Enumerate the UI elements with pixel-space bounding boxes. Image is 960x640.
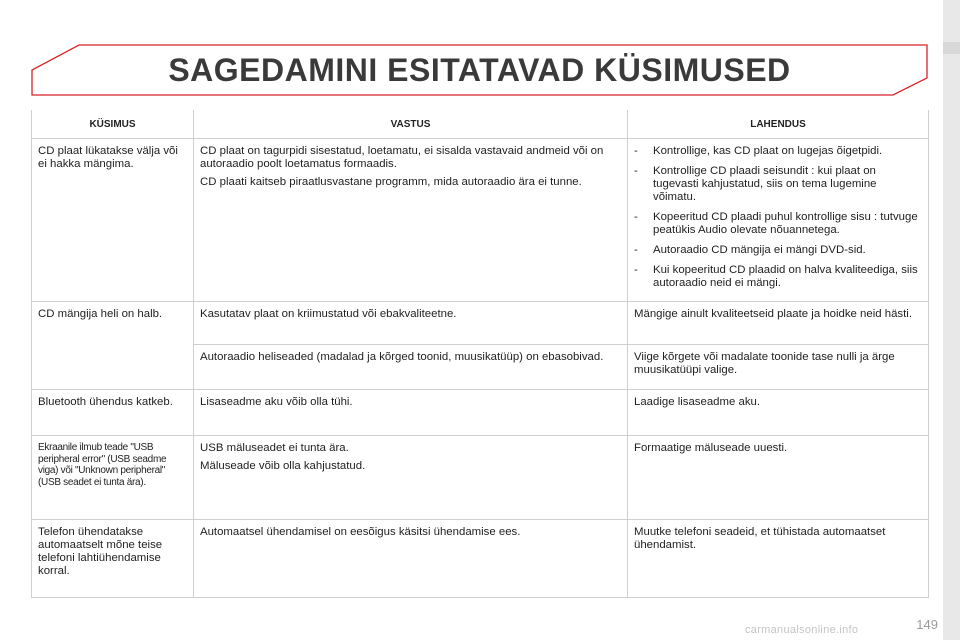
list-item-text: Autoraadio CD mängija ei mängi DVD-sid. — [653, 244, 866, 256]
answer-cell — [194, 139, 628, 302]
answer-text: CD plaati kaitseb piraatlusvastane programm, mida autoraadio ära ei tunne. — [200, 176, 582, 188]
question-cell: CD plaat lükatakse välja või ei hakka mängima. — [32, 139, 194, 302]
list-item — [634, 264, 920, 290]
table-row — [32, 520, 929, 598]
list-item-text: Kui kopeeritud CD plaadid on halva kvaliteediga, siis autoraadio neid ei mängi. — [653, 264, 918, 289]
table-row — [32, 139, 929, 302]
list-item — [634, 244, 920, 257]
table-header-row — [32, 110, 929, 139]
column-header-solution: LAHENDUS — [628, 110, 929, 139]
answer-cell — [194, 436, 628, 520]
side-strip — [943, 0, 960, 640]
question-cell: Ekraanile ilmub teade "USB peripheral error" (USB seadme viga) või "Unknown peripheral" (USB seadet ei tunta ära). — [32, 436, 194, 520]
header-banner — [31, 44, 928, 96]
solution-cell: Viige kõrgete või madalate toonide tase nulli ja ärge muusikatüüpi valige. — [628, 345, 929, 390]
list-marker: - — [634, 211, 638, 223]
faq-table — [31, 110, 929, 598]
page-number: 149 — [916, 617, 938, 632]
list-item-text: Kopeeritud CD plaadi puhul kontrollige sisu : tutvuge peatükis Audio olevate nõuannetega. — [653, 211, 918, 236]
column-header-question: KÜSIMUS — [32, 110, 194, 139]
question-cell: CD mängija heli on halb. — [32, 302, 194, 390]
answer-cell: Lisaseadme aku võib olla tühi. — [194, 390, 628, 436]
list-item — [634, 165, 920, 204]
table-row — [32, 390, 929, 436]
list-item-text: Kontrollige CD plaadi seisundit : kui plaat on tugevasti kahjustatud, siis on tema lugemine võimatu. — [653, 165, 877, 203]
list-marker: - — [634, 165, 638, 177]
answer-cell: Autoraadio heliseaded (madalad ja kõrged toonid, muusikatüüp) on ebasobivad. — [194, 345, 628, 390]
side-strip-tab — [943, 42, 960, 54]
table-row — [32, 302, 929, 345]
question-cell: Bluetooth ühendus katkeb. — [32, 390, 194, 436]
list-item — [634, 145, 920, 158]
answer-text: USB mäluseadet ei tunta ära. — [200, 442, 349, 454]
question-cell: Telefon ühendatakse automaatselt mõne teise telefoni lahtiühendamise korral. — [32, 520, 194, 598]
answer-text: CD plaat on tagurpidi sisestatud, loetamatu, ei sisalda vastavaid andmeid või on autoraadio poolt loetamatus formaadis. — [200, 145, 604, 170]
table-row — [32, 436, 929, 520]
solution-cell — [628, 139, 929, 302]
list-item-text: Kontrollige, kas CD plaat on lugejas õigetpidi. — [653, 145, 883, 157]
column-header-answer: VASTUS — [194, 110, 628, 139]
page-title: SAGEDAMINI ESITATAVAD KÜSIMUSED — [168, 51, 791, 88]
answer-text: Mäluseade võib olla kahjustatud. — [200, 460, 366, 472]
list-item — [634, 211, 920, 237]
watermark-text: carmanualsonline.info — [745, 624, 859, 636]
solution-list — [634, 145, 920, 290]
answer-cell: Automaatsel ühendamisel on eesõigus käsitsi ühendamise ees. — [194, 520, 628, 598]
solution-cell: Mängige ainult kvaliteetseid plaate ja hoidke neid hästi. — [628, 302, 929, 345]
solution-cell: Laadige lisaseadme aku. — [628, 390, 929, 436]
answer-cell: Kasutatav plaat on kriimustatud või ebakvaliteetne. — [194, 302, 628, 345]
solution-cell: Formaatige mäluseade uuesti. — [628, 436, 929, 520]
list-marker: - — [634, 145, 638, 157]
list-marker: - — [634, 264, 638, 276]
solution-cell: Muutke telefoni seadeid, et tühistada automaatset ühendamist. — [628, 520, 929, 598]
list-marker: - — [634, 244, 638, 256]
